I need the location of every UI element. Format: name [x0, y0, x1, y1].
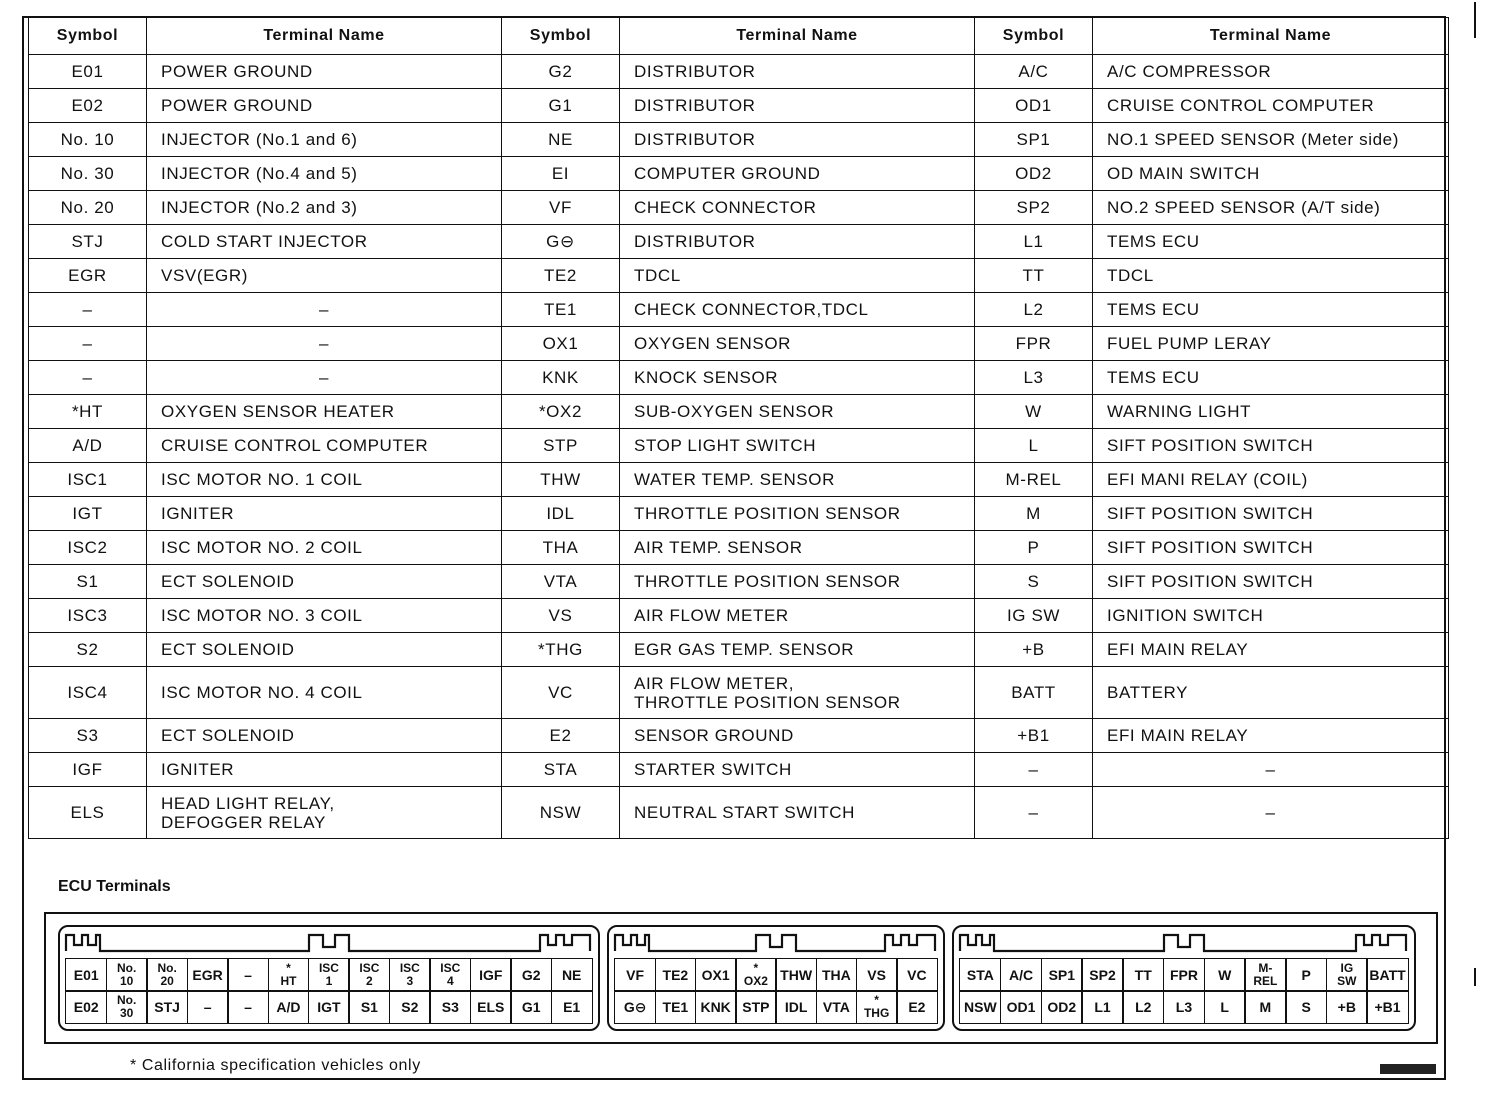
- symbol-cell: VS: [502, 599, 620, 633]
- ecu-pin: VTA: [816, 990, 858, 1024]
- symbol-cell: –: [29, 327, 147, 361]
- terminal-name-cell: WARNING LIGHT: [1093, 395, 1449, 429]
- symbol-cell: L2: [975, 293, 1093, 327]
- symbol-cell: BATT: [975, 667, 1093, 719]
- ecu-connector-1: [58, 925, 600, 1031]
- figure-code-mark: [1380, 1064, 1436, 1074]
- ecu-pin: THA: [816, 958, 858, 992]
- symbol-cell: OX1: [502, 327, 620, 361]
- ecu-pin: L3: [1163, 990, 1205, 1024]
- terminal-name-cell: FUEL PUMP LERAY: [1093, 327, 1449, 361]
- symbol-cell: +B1: [975, 719, 1093, 753]
- symbol-cell: NE: [502, 123, 620, 157]
- symbol-cell: OD2: [975, 157, 1093, 191]
- table-row: [29, 123, 1449, 157]
- ecu-pin: E01: [65, 958, 107, 992]
- pin-grid: [66, 959, 592, 1023]
- terminal-name-cell: NEUTRAL START SWITCH: [620, 787, 975, 839]
- symbol-cell: IGF: [29, 753, 147, 787]
- terminal-name-cell: CHECK CONNECTOR: [620, 191, 975, 225]
- terminal-name-cell: INJECTOR (No.4 and 5): [147, 157, 502, 191]
- terminal-name-cell: POWER GROUND: [147, 55, 502, 89]
- terminal-name-cell: TEMS ECU: [1093, 361, 1449, 395]
- terminal-name-cell: IGNITER: [147, 753, 502, 787]
- table-row: [29, 225, 1449, 259]
- table-row: [29, 259, 1449, 293]
- symbol-cell: P: [975, 531, 1093, 565]
- ecu-pin: VS: [856, 958, 898, 992]
- pin-grid: [960, 959, 1408, 1023]
- ecu-pin: EGR: [187, 958, 229, 992]
- ecu-pin: No. 10: [106, 958, 148, 992]
- symbol-cell: –: [29, 361, 147, 395]
- table-row: [29, 89, 1449, 123]
- terminal-name-cell: NO.2 SPEED SENSOR (A/T side): [1093, 191, 1449, 225]
- symbol-cell: ISC1: [29, 463, 147, 497]
- terminal-name-cell: SIFT POSITION SWITCH: [1093, 531, 1449, 565]
- symbol-cell: KNK: [502, 361, 620, 395]
- table-row: [29, 463, 1449, 497]
- ecu-pin: No. 30: [106, 990, 148, 1024]
- symbol-cell: No. 10: [29, 123, 147, 157]
- ecu-pin: SP2: [1081, 958, 1123, 992]
- ecu-pin: TE1: [655, 990, 697, 1024]
- terminal-name-cell: AIR FLOW METER: [620, 599, 975, 633]
- symbol-cell: IG SW: [975, 599, 1093, 633]
- table-row: [29, 497, 1449, 531]
- ecu-pin: ISC 3: [389, 958, 431, 992]
- ecu-pin: M: [1244, 990, 1286, 1024]
- ecu-pin: IGF: [470, 958, 512, 992]
- page-edge-mark: [1474, 968, 1476, 986]
- terminal-name-cell: THROTTLE POSITION SENSOR: [620, 565, 975, 599]
- ecu-pin: G⊖: [614, 990, 656, 1024]
- terminal-name-cell: AIR FLOW METER, THROTTLE POSITION SENSOR: [620, 667, 975, 719]
- symbol-header: Symbol: [29, 18, 147, 55]
- symbol-cell: *OX2: [502, 395, 620, 429]
- symbol-cell: IDL: [502, 497, 620, 531]
- table-row: [29, 191, 1449, 225]
- ecu-pin: E02: [65, 990, 107, 1024]
- symbol-cell: TE1: [502, 293, 620, 327]
- terminal-name-cell: SIFT POSITION SWITCH: [1093, 497, 1449, 531]
- terminal-name-cell: IGNITER: [147, 497, 502, 531]
- ecu-pin: L2: [1122, 990, 1164, 1024]
- ecu-pin: +B1: [1366, 990, 1408, 1024]
- symbol-cell: OD1: [975, 89, 1093, 123]
- ecu-pin: VC: [896, 958, 938, 992]
- symbol-cell: S3: [29, 719, 147, 753]
- terminal-name-cell: COMPUTER GROUND: [620, 157, 975, 191]
- symbol-cell: M: [975, 497, 1093, 531]
- table-header-row: [29, 18, 1449, 55]
- ecu-terminals-title: ECU Terminals: [58, 878, 171, 895]
- ecu-pin: +B: [1326, 990, 1368, 1024]
- ecu-pin: G2: [510, 958, 552, 992]
- symbol-cell: E01: [29, 55, 147, 89]
- ecu-pin: –: [227, 990, 269, 1024]
- table-row: [29, 599, 1449, 633]
- terminal-name-cell: TEMS ECU: [1093, 293, 1449, 327]
- symbol-cell: *HT: [29, 395, 147, 429]
- ecu-pin: NE: [551, 958, 593, 992]
- terminal-name-cell: SENSOR GROUND: [620, 719, 975, 753]
- symbol-cell: G1: [502, 89, 620, 123]
- table-row: [29, 327, 1449, 361]
- ecu-pin: S2: [389, 990, 431, 1024]
- symbol-cell: E2: [502, 719, 620, 753]
- footnote: * California specification vehicles only: [130, 1057, 421, 1074]
- ecu-pin: W: [1204, 958, 1246, 992]
- terminal-name-cell: EFI MAIN RELAY: [1093, 633, 1449, 667]
- terminal-name-cell: ISC MOTOR NO. 2 COIL: [147, 531, 502, 565]
- terminal-name-cell: –: [1093, 787, 1449, 839]
- ecu-connector-3: [952, 925, 1416, 1031]
- symbol-cell: L3: [975, 361, 1093, 395]
- terminal-name-cell: EFI MANI RELAY (COIL): [1093, 463, 1449, 497]
- ecu-connector-2: [607, 925, 945, 1031]
- terminal-name-cell: INJECTOR (No.1 and 6): [147, 123, 502, 157]
- symbol-cell: No. 30: [29, 157, 147, 191]
- symbol-cell: STA: [502, 753, 620, 787]
- symbol-cell: ELS: [29, 787, 147, 839]
- terminal-name-header: Terminal Name: [1093, 18, 1449, 55]
- terminal-name-cell: ECT SOLENOID: [147, 719, 502, 753]
- terminal-name-cell: INJECTOR (No.2 and 3): [147, 191, 502, 225]
- ecu-pin: ISC 2: [348, 958, 390, 992]
- pin-grid: [615, 959, 937, 1023]
- symbol-cell: VC: [502, 667, 620, 719]
- terminal-name-cell: WATER TEMP. SENSOR: [620, 463, 975, 497]
- ecu-pin: TT: [1122, 958, 1164, 992]
- connector-latch-profile: [609, 927, 943, 961]
- ecu-pin: TE2: [655, 958, 697, 992]
- ecu-pin: FPR: [1163, 958, 1205, 992]
- symbol-cell: –: [975, 753, 1093, 787]
- terminal-name-cell: EGR GAS TEMP. SENSOR: [620, 633, 975, 667]
- ecu-pin: P: [1285, 958, 1327, 992]
- terminal-name-header: Terminal Name: [147, 18, 502, 55]
- ecu-pin: ISC 4: [429, 958, 471, 992]
- ecu-pin: IGT: [308, 990, 350, 1024]
- terminal-name-cell: NO.1 SPEED SENSOR (Meter side): [1093, 123, 1449, 157]
- terminal-name-cell: TDCL: [1093, 259, 1449, 293]
- terminal-name-cell: –: [147, 361, 502, 395]
- ecu-pin: NSW: [959, 990, 1001, 1024]
- symbol-cell: STJ: [29, 225, 147, 259]
- ecu-pin: No. 20: [146, 958, 188, 992]
- terminal-name-cell: SIFT POSITION SWITCH: [1093, 565, 1449, 599]
- symbol-cell: FPR: [975, 327, 1093, 361]
- terminal-name-cell: ISC MOTOR NO. 3 COIL: [147, 599, 502, 633]
- terminal-table: [28, 17, 1449, 839]
- terminal-name-cell: –: [1093, 753, 1449, 787]
- symbol-cell: THA: [502, 531, 620, 565]
- terminal-name-cell: COLD START INJECTOR: [147, 225, 502, 259]
- terminal-name-cell: OXYGEN SENSOR: [620, 327, 975, 361]
- symbol-cell: L: [975, 429, 1093, 463]
- terminal-name-cell: TDCL: [620, 259, 975, 293]
- terminal-name-cell: AIR TEMP. SENSOR: [620, 531, 975, 565]
- symbol-cell: NSW: [502, 787, 620, 839]
- symbol-cell: S1: [29, 565, 147, 599]
- symbol-cell: TT: [975, 259, 1093, 293]
- terminal-name-cell: POWER GROUND: [147, 89, 502, 123]
- terminal-name-cell: –: [147, 327, 502, 361]
- ecu-pin: KNK: [695, 990, 737, 1024]
- ecu-pin: * THG: [856, 990, 898, 1024]
- ecu-pin: STP: [735, 990, 777, 1024]
- table-row: [29, 531, 1449, 565]
- terminal-name-cell: DISTRIBUTOR: [620, 123, 975, 157]
- symbol-cell: G⊖: [502, 225, 620, 259]
- ecu-pin: * HT: [268, 958, 310, 992]
- ecu-pin: * OX2: [735, 958, 777, 992]
- terminal-name-header: Terminal Name: [620, 18, 975, 55]
- ecu-pin: L1: [1081, 990, 1123, 1024]
- table-row: [29, 293, 1449, 327]
- symbol-cell: THW: [502, 463, 620, 497]
- symbol-header: Symbol: [502, 18, 620, 55]
- table-row: [29, 667, 1449, 719]
- symbol-cell: E02: [29, 89, 147, 123]
- terminal-name-cell: OXYGEN SENSOR HEATER: [147, 395, 502, 429]
- ecu-pin: ISC 1: [308, 958, 350, 992]
- terminal-name-cell: DISTRIBUTOR: [620, 225, 975, 259]
- symbol-cell: VTA: [502, 565, 620, 599]
- terminal-name-cell: ECT SOLENOID: [147, 633, 502, 667]
- ecu-pin: THW: [775, 958, 817, 992]
- terminal-name-cell: ISC MOTOR NO. 4 COIL: [147, 667, 502, 719]
- terminal-name-cell: CRUISE CONTROL COMPUTER: [147, 429, 502, 463]
- terminal-name-cell: DISTRIBUTOR: [620, 55, 975, 89]
- terminal-name-cell: STOP LIGHT SWITCH: [620, 429, 975, 463]
- terminal-name-cell: KNOCK SENSOR: [620, 361, 975, 395]
- symbol-cell: A/D: [29, 429, 147, 463]
- symbol-cell: No. 20: [29, 191, 147, 225]
- symbol-cell: SP2: [975, 191, 1093, 225]
- table-row: [29, 395, 1449, 429]
- symbol-cell: M-REL: [975, 463, 1093, 497]
- terminal-name-cell: DISTRIBUTOR: [620, 89, 975, 123]
- symbol-cell: ISC4: [29, 667, 147, 719]
- terminal-name-cell: SUB-OXYGEN SENSOR: [620, 395, 975, 429]
- ecu-pin: S1: [348, 990, 390, 1024]
- ecu-pin: E2: [896, 990, 938, 1024]
- symbol-cell: S2: [29, 633, 147, 667]
- ecu-pin: SP1: [1041, 958, 1083, 992]
- table-row: [29, 565, 1449, 599]
- terminal-name-cell: OD MAIN SWITCH: [1093, 157, 1449, 191]
- ecu-pin: VF: [614, 958, 656, 992]
- symbol-header: Symbol: [975, 18, 1093, 55]
- ecu-pin: OD2: [1041, 990, 1083, 1024]
- symbol-cell: A/C: [975, 55, 1093, 89]
- ecu-pin: STJ: [146, 990, 188, 1024]
- terminal-name-cell: IGNITION SWITCH: [1093, 599, 1449, 633]
- ecu-pin: OD1: [1000, 990, 1042, 1024]
- ecu-pin: BATT: [1366, 958, 1408, 992]
- ecu-pin: S3: [429, 990, 471, 1024]
- terminal-name-cell: A/C COMPRESSOR: [1093, 55, 1449, 89]
- symbol-cell: S: [975, 565, 1093, 599]
- terminal-name-cell: EFI MAIN RELAY: [1093, 719, 1449, 753]
- ecu-pin: E1: [551, 990, 593, 1024]
- ecu-pin: IG SW: [1326, 958, 1368, 992]
- table-row: [29, 719, 1449, 753]
- ecu-pin: ELS: [470, 990, 512, 1024]
- terminal-name-cell: –: [147, 293, 502, 327]
- symbol-cell: TE2: [502, 259, 620, 293]
- symbol-cell: IGT: [29, 497, 147, 531]
- symbol-cell: L1: [975, 225, 1093, 259]
- table-row: [29, 753, 1449, 787]
- table-row: [29, 55, 1449, 89]
- symbol-cell: W: [975, 395, 1093, 429]
- connector-latch-profile: [954, 927, 1414, 961]
- terminal-name-cell: THROTTLE POSITION SENSOR: [620, 497, 975, 531]
- terminal-name-cell: HEAD LIGHT RELAY, DEFOGGER RELAY: [147, 787, 502, 839]
- terminal-name-cell: TEMS ECU: [1093, 225, 1449, 259]
- table-row: [29, 361, 1449, 395]
- ecu-pin: IDL: [775, 990, 817, 1024]
- ecu-pin: A/D: [268, 990, 310, 1024]
- terminal-name-cell: ISC MOTOR NO. 1 COIL: [147, 463, 502, 497]
- table-row: [29, 633, 1449, 667]
- table-row: [29, 429, 1449, 463]
- symbol-cell: G2: [502, 55, 620, 89]
- ecu-pin: STA: [959, 958, 1001, 992]
- ecu-pin: A/C: [1000, 958, 1042, 992]
- symbol-cell: ISC3: [29, 599, 147, 633]
- terminal-name-cell: STARTER SWITCH: [620, 753, 975, 787]
- symbol-cell: +B: [975, 633, 1093, 667]
- symbol-cell: *THG: [502, 633, 620, 667]
- symbol-cell: –: [29, 293, 147, 327]
- table-row: [29, 157, 1449, 191]
- symbol-cell: STP: [502, 429, 620, 463]
- ecu-pin: M- REL: [1244, 958, 1286, 992]
- terminal-name-cell: VSV(EGR): [147, 259, 502, 293]
- terminal-name-cell: SIFT POSITION SWITCH: [1093, 429, 1449, 463]
- symbol-cell: EGR: [29, 259, 147, 293]
- symbol-cell: ISC2: [29, 531, 147, 565]
- page-edge-mark: [1474, 2, 1476, 38]
- ecu-pin: –: [227, 958, 269, 992]
- symbol-cell: EI: [502, 157, 620, 191]
- symbol-cell: –: [975, 787, 1093, 839]
- terminal-name-cell: ECT SOLENOID: [147, 565, 502, 599]
- ecu-pin: –: [187, 990, 229, 1024]
- terminal-name-cell: BATTERY: [1093, 667, 1449, 719]
- ecu-pin: G1: [510, 990, 552, 1024]
- ecu-pin: S: [1285, 990, 1327, 1024]
- ecu-pin: L: [1204, 990, 1246, 1024]
- ecu-pin: OX1: [695, 958, 737, 992]
- symbol-cell: VF: [502, 191, 620, 225]
- terminal-name-cell: CRUISE CONTROL COMPUTER: [1093, 89, 1449, 123]
- connector-latch-profile: [60, 927, 598, 961]
- table-row: [29, 787, 1449, 839]
- terminal-name-cell: CHECK CONNECTOR,TDCL: [620, 293, 975, 327]
- symbol-cell: SP1: [975, 123, 1093, 157]
